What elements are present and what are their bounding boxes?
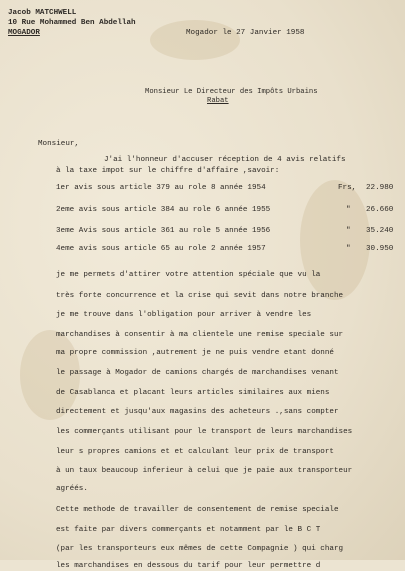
body-line: je me trouve dans l'obligation pour arriver à vendre les (56, 311, 312, 319)
avis-currency: " (346, 206, 351, 214)
avis-currency: " (346, 245, 351, 253)
sender-name: Jacob MATCHWELL (8, 9, 77, 17)
avis-currency: " (346, 227, 351, 235)
avis-label: 4eme avis sous article 65 au role 2 année 1957 (56, 245, 266, 253)
place-date: Mogador le 27 Janvier 1958 (186, 29, 305, 37)
body-line: les commerçants utilisant pour le transport de leurs marchandises (56, 428, 353, 436)
body-line: marchandises à consentir à ma clientele une remise speciale sur (56, 331, 344, 339)
body-line: de Casablanca et placant leurs articles similaires aux miens (56, 389, 330, 397)
body-line: ma propre commission ,autrement je ne puis vendre etant donné (56, 349, 334, 357)
body-line: les marchandises en dessous du tarif pour leur permettre d (56, 562, 321, 570)
body-line: leur s propres camions et et calculant leur prix de transport (56, 448, 334, 456)
body-line: je me permets d'attirer votre attention spéciale que vu la (56, 271, 321, 279)
sender-street: 10 Rue Mohammed Ben Abdellah (8, 19, 136, 27)
paper-stain (150, 20, 240, 60)
body-line: (par les transporteurs eux mêmes de cette Compagnie ) qui charg (56, 545, 344, 553)
paper-stain (300, 180, 370, 300)
avis-label: 2eme avis sous article 384 au role 6 année 1955 (56, 206, 271, 214)
intro-line: J'ai l'honneur d'accuser réception de 4 avis relatifs (104, 156, 346, 164)
intro-line: à la taxe impot sur le chiffre d'affaire ,savoir: (56, 167, 280, 175)
body-line: le passage à Mogador de camions chargés de marchandises venant (56, 369, 339, 377)
avis-label: 1er avis sous article 379 au role 8 année 1954 (56, 184, 266, 192)
body-line: très forte concurrence et la crise qui sevit dans notre branche (56, 292, 344, 300)
avis-currency: Frs, (338, 184, 357, 192)
body-line: à un taux beaucoup inferieur à celui que je paie aux transporteur (56, 467, 353, 475)
avis-amount: 30.950 (366, 245, 394, 253)
avis-amount: 35.240 (366, 227, 394, 235)
body-line: agréés. (56, 485, 88, 493)
body-line: Cette methode de travailler de consentement de remise speciale (56, 506, 339, 514)
avis-amount: 26.660 (366, 206, 394, 214)
avis-amount: 22.980 (366, 184, 394, 192)
body-line: directement et jusqu'aux magasins des acheteurs .,sans compter (56, 408, 339, 416)
recipient-city: Rabat (207, 97, 229, 105)
sender-city: MOGADOR (8, 29, 40, 37)
avis-label: 3eme Avis sous article 361 au role 5 année 1956 (56, 227, 271, 235)
body-line: est faite par divers commerçants et notamment par le B C T (56, 526, 321, 534)
salutation: Monsieur, (38, 140, 80, 148)
recipient-line: Monsieur Le Directeur des Impôts Urbains (145, 88, 318, 96)
